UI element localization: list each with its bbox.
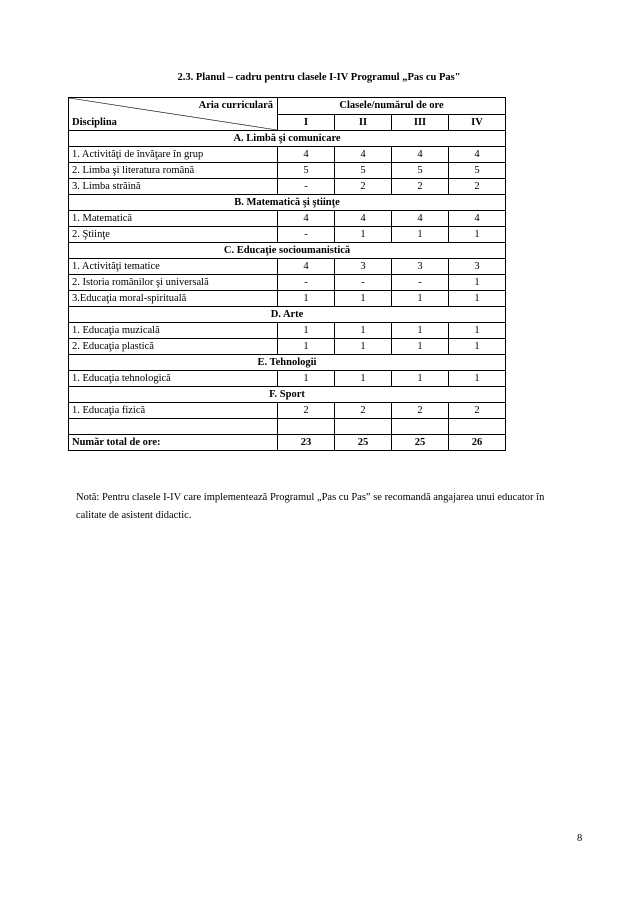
section-title: F. Sport — [69, 387, 506, 403]
table-row — [69, 275, 506, 291]
hours-value: 1 — [335, 227, 392, 243]
discipline-name: 1. Matematică — [69, 211, 278, 227]
hours-value: - — [392, 275, 449, 291]
hours-value: 4 — [392, 211, 449, 227]
table-row — [69, 147, 506, 163]
hours-value: 2 — [392, 179, 449, 195]
empty-cell — [449, 419, 506, 435]
hours-value: 5 — [392, 163, 449, 179]
hours-value: 1 — [449, 275, 506, 291]
table-row — [69, 259, 506, 275]
section-header-row — [69, 387, 506, 403]
curriculum-table — [68, 97, 506, 451]
hours-value: 5 — [335, 163, 392, 179]
hours-value: 3 — [335, 259, 392, 275]
hours-value: - — [335, 275, 392, 291]
discipline-name: 1. Activităţi tematice — [69, 259, 278, 275]
hours-value: 4 — [278, 211, 335, 227]
discipline-name: 3.Educaţia moral-spirituală — [69, 291, 278, 307]
section-title: C. Educaţie socioumanistică — [69, 243, 506, 259]
discipline-name: 2. Limba şi literatura română — [69, 163, 278, 179]
classes-header: Clasele/numărul de ore — [278, 98, 506, 115]
total-value: 26 — [449, 435, 506, 451]
hours-value: 2 — [449, 179, 506, 195]
hours-value: 1 — [392, 339, 449, 355]
section-header-row — [69, 355, 506, 371]
total-value: 23 — [278, 435, 335, 451]
table-row — [69, 179, 506, 195]
table-row — [69, 339, 506, 355]
hours-value: 1 — [392, 371, 449, 387]
hours-value: 1 — [392, 291, 449, 307]
section-header-row — [69, 195, 506, 211]
hours-value: 1 — [392, 227, 449, 243]
hours-value: 2 — [335, 403, 392, 419]
note-text: Notă: Pentru clasele I-IV care implementează Programul „Pas cu Pas” se recomandă angajarea unui educator în calitate de asistent didactic. — [76, 492, 545, 521]
section-title: D. Arte — [69, 307, 506, 323]
hours-value: 3 — [449, 259, 506, 275]
empty-cell — [335, 419, 392, 435]
hours-value: 4 — [392, 147, 449, 163]
hours-value: 2 — [335, 179, 392, 195]
hours-value: 1 — [335, 339, 392, 355]
section-title: A. Limbă şi comunicare — [69, 131, 506, 147]
hours-value: 4 — [335, 147, 392, 163]
hours-value: 1 — [335, 291, 392, 307]
hours-value: 1 — [449, 323, 506, 339]
hours-value: 1 — [278, 339, 335, 355]
empty-cell — [278, 419, 335, 435]
section-header-row — [69, 307, 506, 323]
total-label: Număr total de ore: — [69, 435, 278, 451]
hours-value: 1 — [335, 371, 392, 387]
section-header-row — [69, 243, 506, 259]
empty-cell — [69, 419, 278, 435]
hours-value: - — [278, 275, 335, 291]
header-corner-cell — [69, 98, 278, 131]
table-row — [69, 323, 506, 339]
section-header-row — [69, 131, 506, 147]
hours-value: 1 — [278, 291, 335, 307]
hours-value: 4 — [278, 147, 335, 163]
discipline-label: Disciplina — [72, 117, 117, 128]
hours-value: 1 — [449, 227, 506, 243]
table-row — [69, 403, 506, 419]
hours-value: 1 — [278, 323, 335, 339]
empty-cell — [392, 419, 449, 435]
discipline-name: 1. Activităţi de învăţare în grup — [69, 147, 278, 163]
class-label: III — [392, 114, 449, 131]
section-title: E. Tehnologii — [69, 355, 506, 371]
hours-value: 5 — [449, 163, 506, 179]
hours-value: 4 — [335, 211, 392, 227]
hours-value: 1 — [449, 291, 506, 307]
hours-value: 1 — [335, 323, 392, 339]
class-label: IV — [449, 114, 506, 131]
class-label: I — [278, 114, 335, 131]
hours-value: - — [278, 227, 335, 243]
discipline-name: 1. Educaţia muzicală — [69, 323, 278, 339]
hours-value: 5 — [278, 163, 335, 179]
hours-value: 4 — [449, 211, 506, 227]
section-title: B. Matematică şi ştiinţe — [69, 195, 506, 211]
hours-value: - — [278, 179, 335, 195]
hours-value: 1 — [449, 371, 506, 387]
discipline-name: 3. Limba străină — [69, 179, 278, 195]
table-row — [69, 211, 506, 227]
hours-value: 4 — [449, 147, 506, 163]
total-value: 25 — [335, 435, 392, 451]
total-row — [69, 435, 506, 451]
hours-value: 1 — [449, 339, 506, 355]
discipline-name: 1. Educaţia fizică — [69, 403, 278, 419]
table-row — [69, 371, 506, 387]
hours-value: 2 — [392, 403, 449, 419]
page-number: 8 — [577, 833, 583, 844]
total-value: 25 — [392, 435, 449, 451]
discipline-name: 2. Educaţia plastică — [69, 339, 278, 355]
page-title: 2.3. Planul – cadru pentru clasele I-IV Programul „Pas cu Pas" — [177, 72, 461, 83]
discipline-name: 2. Ştiinţe — [69, 227, 278, 243]
hours-value: 2 — [449, 403, 506, 419]
discipline-name: 1. Educaţia tehnologică — [69, 371, 278, 387]
table-row — [69, 163, 506, 179]
empty-row — [69, 419, 506, 435]
hours-value: 1 — [278, 371, 335, 387]
hours-value: 2 — [278, 403, 335, 419]
class-label: II — [335, 114, 392, 131]
hours-value: 1 — [392, 323, 449, 339]
discipline-name: 2. Istoria românilor şi universală — [69, 275, 278, 291]
curricular-area-label: Aria curriculară — [198, 100, 273, 111]
hours-value: 3 — [392, 259, 449, 275]
table-row — [69, 227, 506, 243]
hours-value: 4 — [278, 259, 335, 275]
table-row — [69, 291, 506, 307]
